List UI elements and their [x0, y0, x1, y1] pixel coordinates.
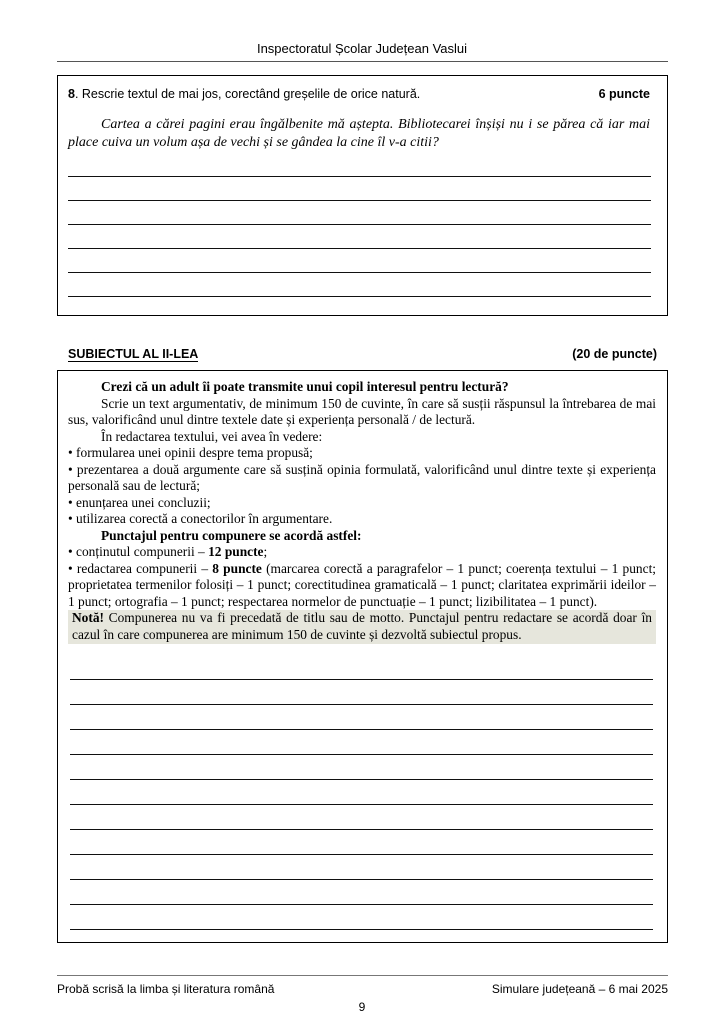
- answer-line[interactable]: [70, 904, 653, 905]
- page-number: 9: [358, 1000, 366, 1014]
- subject-2-points: (20 de puncte): [572, 347, 657, 361]
- scoring-content-points: 12 puncte: [208, 544, 264, 559]
- exercise-8-question-text: . Rescrie textul de mai jos, corectând greșelile de orice natură.: [74, 87, 421, 101]
- scoring-content-suffix: ;: [263, 544, 268, 559]
- answer-line[interactable]: [70, 779, 653, 780]
- guidance-item: • utilizarea corectă a conectorilor în argumentare.: [68, 511, 656, 528]
- answer-line[interactable]: [70, 804, 653, 805]
- note-block: [68, 610, 656, 644]
- header-title: Inspectoratul Școlar Județean Vaslui: [256, 41, 468, 56]
- guidance-item: • prezentarea a două argumente care să susțină opinia formulată, valorificând unul dintre texte și experiența personală sau de lectură;: [68, 462, 656, 495]
- answer-line[interactable]: [68, 224, 651, 225]
- header-divider: [57, 61, 668, 62]
- scoring-writing: [68, 561, 656, 611]
- scoring-title: Punctajul pentru compunere se acordă astfel:: [101, 527, 362, 543]
- answer-line[interactable]: [70, 879, 653, 880]
- answer-line[interactable]: [70, 704, 653, 705]
- answer-line[interactable]: [68, 272, 651, 273]
- answer-line[interactable]: [70, 829, 653, 830]
- subject-2-task: Scrie un text argumentativ, de minimum 150 de cuvinte, în care să susții răspunsul la întrebarea de mai sus, valorificând unul dintre textele date și experiența personală / de lectură.: [68, 395, 656, 427]
- guidance-item: • formularea unei opinii despre tema propusă;: [68, 445, 656, 462]
- exercise-8-number: 8: [68, 87, 75, 101]
- exercise-8-header: [68, 87, 650, 103]
- answer-line[interactable]: [70, 754, 653, 755]
- footer-exam-name: Probă scrisă la limba și literatura română: [57, 982, 275, 996]
- guidance-item: • enunțarea unei concluzii;: [68, 495, 656, 512]
- answer-line[interactable]: [68, 296, 651, 297]
- answer-line[interactable]: [68, 176, 651, 177]
- subject-2-instructions: [68, 379, 656, 644]
- guidance-intro: În redactarea textului, vei avea în vedere:: [101, 428, 323, 444]
- answer-line[interactable]: [68, 248, 651, 249]
- subject-2-title: SUBIECTUL AL II-LEA: [68, 347, 199, 361]
- subject-2-question: Crezi că un adult îi poate transmite unui copil interesul pentru lectură?: [101, 379, 509, 394]
- footer-divider: [57, 975, 668, 976]
- footer-exam-date: Simulare județeană – 6 mai 2025: [491, 982, 668, 996]
- subject-2-box: [57, 370, 668, 943]
- exercise-8-box: [57, 75, 668, 316]
- exercise-8-passage: [68, 116, 650, 152]
- answer-line[interactable]: [70, 854, 653, 855]
- answer-line[interactable]: [70, 929, 653, 930]
- scoring-writing-points: 8 puncte: [212, 560, 262, 576]
- scoring-content: [68, 544, 656, 561]
- note-label: Notă!: [72, 610, 104, 625]
- exercise-8-question: [68, 87, 420, 101]
- exercise-8-passage-text: Cartea a cărei pagini erau îngălbenite mă aștepta. Bibliotecarei înșiși nu i se părea că iar mai place cuiva un volum așa de vechi și se gândea la cine îl v-a citii?: [68, 117, 650, 150]
- scoring-writing-suffix: (marcarea corectă a paragrafelor – 1 punct; coerența textului – 1 punct; proprietatea termenilor folosiți – 1 punct; corectitudinea gramaticală – 1 punct; claritatea exprimării ideilor – 1 punct; ortografia – 1 punct; respectarea normelor de punctuație – 1 punct; lizibilitatea – 1 punct).: [68, 560, 657, 609]
- scoring-content-prefix: conținutul compunerii –: [76, 544, 209, 559]
- answer-line[interactable]: [68, 200, 651, 201]
- answer-line[interactable]: [70, 679, 653, 680]
- note-text: Compunerea nu va fi precedată de titlu sau de motto. Punctajul pentru redactare se acordă doar în cazul în care compunerea are minimum 150 de cuvinte și dezvoltă subiectul propus.: [72, 610, 652, 642]
- subject-2-heading: [68, 347, 657, 363]
- exercise-8-points: 6 puncte: [598, 87, 650, 101]
- answer-line[interactable]: [70, 729, 653, 730]
- scoring-writing-prefix: redactarea compunerii –: [76, 560, 213, 576]
